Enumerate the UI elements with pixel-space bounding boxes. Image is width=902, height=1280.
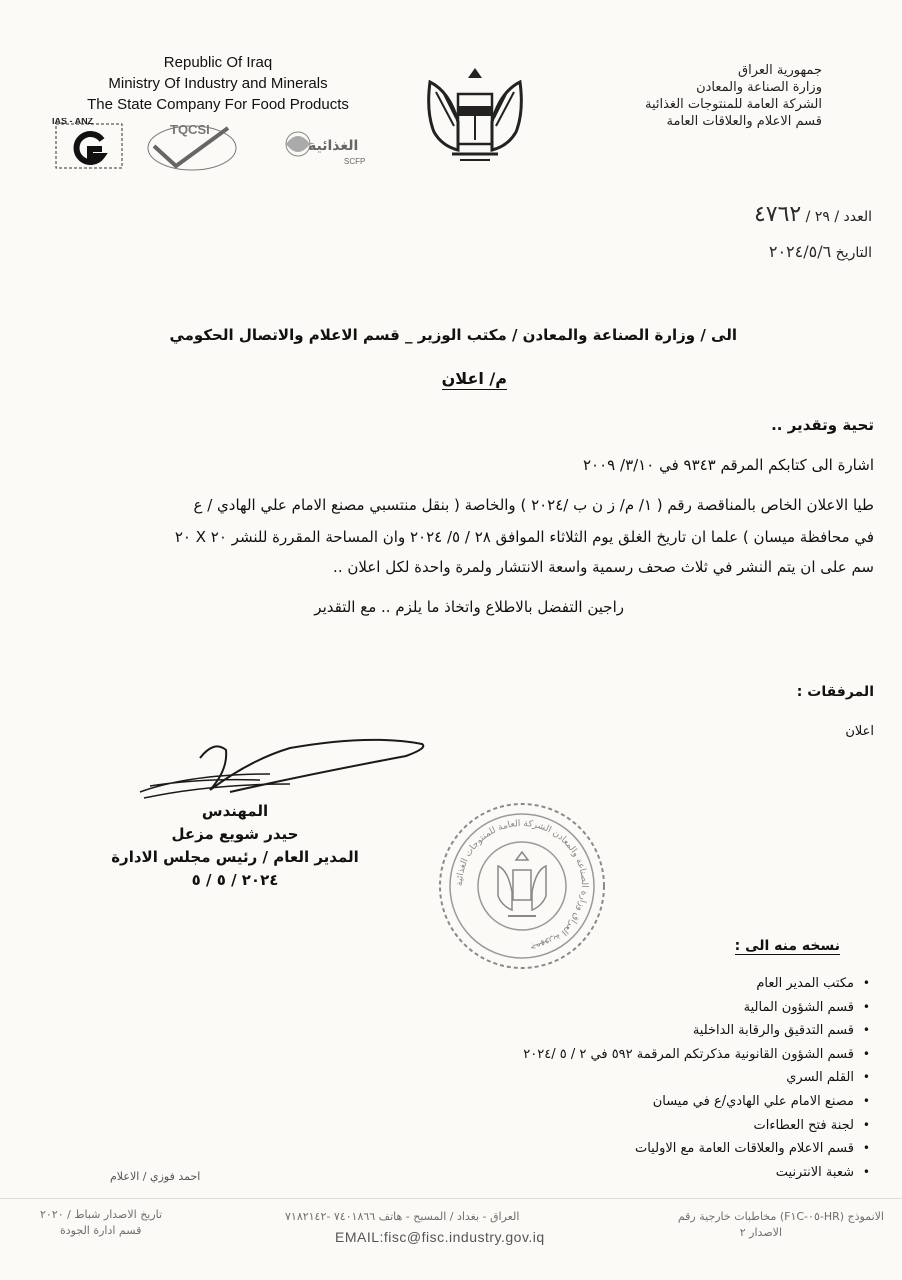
reference-date xyxy=(769,242,872,261)
footer-email: EMAIL:fisc@fisc.industry.gov.iq xyxy=(335,1229,545,1245)
footer-form-code: الانموذج (HR-٠٥-F١C) مخاطبات خارجية رقم xyxy=(677,1210,884,1223)
header-en-line2: Ministry Of Industry and Minerals xyxy=(108,75,328,92)
subject-line: م/ اعلان xyxy=(441,369,507,388)
stamp-text: جمهورية العراق وزارة الصناعة والمعادن الشركة العامة للمنتوجات الغذائية xyxy=(454,818,590,953)
closing-line: راجين التفضل بالاطلاع واتخاذ ما يلزم .. مع التقدير xyxy=(314,598,624,616)
copies-title: نسخه منه الى : xyxy=(734,938,840,954)
body-paragraph-2-line1: طيا الاعلان الخاص بالمناقصة رقم ( ١/ م/ ز ن ب /٢٠٢٤ ) والخاصة ( بنقل منتسبي مصنع الامام علي الهادي / ع xyxy=(193,496,874,514)
reference-date-label: التاريخ xyxy=(835,245,872,261)
preparer-note: احمد فوزي / الاعلام xyxy=(110,1170,201,1183)
attachments-item: اعلان xyxy=(845,724,874,739)
handwritten-signature xyxy=(110,730,440,810)
footer-edition: الاصدار ٢ xyxy=(739,1226,782,1239)
signatory-title: المهندس xyxy=(201,802,269,820)
list-item: • القلم السري xyxy=(450,1066,870,1090)
header-english xyxy=(68,52,368,115)
list-item: • قسم الشؤون المالية xyxy=(450,996,870,1020)
header-ar-line1: جمهورية العراق xyxy=(738,63,822,78)
tqcsi-label: TQCSI xyxy=(170,122,210,137)
footer-quality-dept: قسم ادارة الجودة xyxy=(60,1224,142,1237)
official-stamp xyxy=(436,800,608,972)
body-paragraph-1: اشارة الى كتابكم المرقم ٩٣٤٣ في ٣/١٠/ ٢٠٠٩ xyxy=(583,456,874,474)
header-ar-line3: الشركة العامة للمنتوجات الغذائية xyxy=(644,97,822,112)
greeting: تحية وتقدير .. xyxy=(771,416,874,434)
scfp-brand-logo xyxy=(286,132,365,166)
reference-date-value: ٢٠٢٤/٥/٦ xyxy=(768,242,832,261)
signature-block xyxy=(100,800,370,892)
list-item: • مصنع الامام علي الهادي/ع في ميسان xyxy=(450,1090,870,1114)
body-paragraph-2-line2: في محافظة ميسان ) علما ان تاريخ الغلق يوم الثلاثاء الموافق ٢٨ / ٥/ ٢٠٢٤ وان المساحة المقررة للنشر ٢٠ X ٢٠ xyxy=(174,528,874,546)
attachments-label: المرفقات : xyxy=(796,684,874,700)
body-paragraph-2-line3: سم على ان يتم النشر في ثلاث صحف رسمية واسعة الانتشار ولمرة واحدة لكل اعلان .. xyxy=(333,558,874,576)
iraq-eagle-emblem xyxy=(420,62,530,170)
header-en-line3: The State Company For Food Products xyxy=(87,96,349,113)
signatory-position: المدير العام / رئيس مجلس الادارة xyxy=(111,848,359,866)
header-en-line1: Republic Of Iraq xyxy=(163,54,273,71)
footer-divider xyxy=(0,1198,902,1199)
header-arabic xyxy=(522,62,822,130)
brand-label: الغذائية xyxy=(308,138,359,154)
signatory-name: حيدر شويع مزعل xyxy=(171,825,299,843)
ias-anz-logo xyxy=(52,118,122,168)
certification-logos xyxy=(50,118,370,176)
header-ar-line2: وزارة الصناعة والمعادن xyxy=(696,80,822,95)
list-item: • قسم التدقيق والرقابة الداخلية xyxy=(450,1019,870,1043)
copies-list xyxy=(450,972,870,1184)
reference-number-value: ٤٧٦٢ xyxy=(753,202,802,227)
reference-number xyxy=(754,202,872,227)
header-ar-line4: قسم الاعلام والعلاقات العامة xyxy=(666,114,822,129)
reference-number-label: العدد / ٢٩ / xyxy=(805,209,872,225)
ias-anz-label: IAS - ANZ xyxy=(52,118,94,126)
footer-address: العراق - بغداد / المسبح - هاتف ٧٤٠١٨٦٦ -٧١٨٢١٤٢ xyxy=(285,1210,520,1223)
list-item: • لجنة فتح العطاءات xyxy=(450,1114,870,1138)
tqcsi-logo xyxy=(148,122,236,170)
signatory-date: ٢٠٢٤ / ٥ / ٥ xyxy=(191,871,279,889)
list-item: • قسم الشؤون القانونية مذكرتكم المرقمة ٥٩٢ في ٢ / ٥ /٢٠٢٤ xyxy=(450,1043,870,1067)
recipient-line: الى / وزارة الصناعة والمعادن / مكتب الوزير _ قسم الاعلام والاتصال الحكومي xyxy=(169,326,737,344)
list-item: • مكتب المدير العام xyxy=(450,972,870,996)
footer-issue-date: تاريخ الاصدار شباط / ٢٠٢٠ xyxy=(40,1208,163,1221)
list-item: • قسم الاعلام والعلاقات العامة مع الاوليات xyxy=(450,1137,870,1161)
list-item: • شعبة الانترنيت xyxy=(450,1161,870,1185)
brand-sub: SCFP xyxy=(344,157,366,166)
